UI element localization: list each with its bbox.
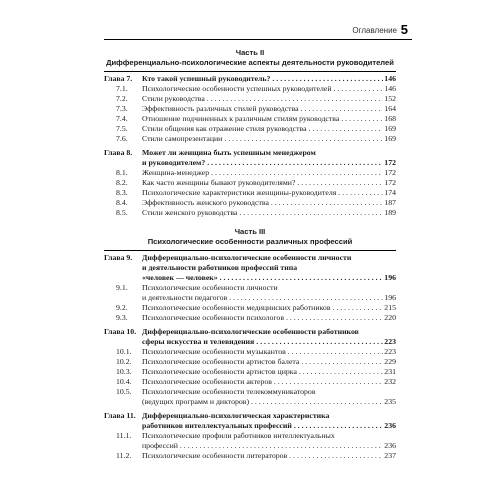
page-ref: 220 (384, 313, 396, 322)
chapter-title-continuation (104, 273, 396, 283)
page-ref: 215 (384, 303, 396, 312)
section-title-continuation (104, 441, 396, 451)
section-entry (104, 208, 396, 218)
section-number: 8.3. (116, 188, 128, 197)
chapter-title-line: и деятельности работников профессий типа (142, 263, 298, 272)
chapter-title-line: и руководителем? . . . (142, 158, 383, 168)
chapter-title-line: Дифференциально-психологические особенности работников (142, 327, 359, 336)
section-number: 7.5. (116, 124, 128, 133)
page-ref: 236 (384, 421, 396, 430)
section-title: Психологические особенности артистов цирка . . . (142, 367, 383, 377)
section-title: Психологические особенности психологов . . . (142, 313, 383, 323)
page-ref: 146 (384, 74, 396, 83)
section-entry (104, 357, 396, 367)
page-ref: 235 (384, 397, 396, 406)
chapter-title-line: Дифференциально-психологическая характеристика (142, 411, 330, 420)
section-entry (104, 134, 396, 144)
page-ref: 223 (384, 337, 396, 346)
chapter-title-continuation (104, 158, 396, 168)
section-entry (104, 178, 396, 188)
page-ref: 152 (384, 94, 396, 103)
chapter-label: Глава 7. (104, 74, 133, 83)
section-number: 7.2. (116, 94, 128, 103)
section-number: 8.4. (116, 198, 128, 207)
chapter-title-line: работников интеллектуальных профессий . . . (142, 421, 383, 431)
section-title: Психологические особенности медицинских работников . . . (142, 303, 383, 313)
page-ref: 237 (384, 451, 396, 460)
part-subtitle: Дифференциально-психологические аспекты деятельности руководителей (106, 58, 394, 67)
divider (104, 71, 396, 72)
section-title-line: профессий . . . (142, 441, 383, 451)
chapter-title-line: Может ли женщина быть успешным менеджером (142, 148, 316, 157)
section-title: Как часто женщины бывают руководителями? . . . (142, 178, 383, 188)
table-of-contents (104, 40, 396, 461)
section-entry (104, 94, 396, 104)
section-number: 10.2. (116, 357, 132, 366)
section-title-line: и деятельности педагогов . . . (142, 293, 383, 303)
section-title-line: (ведущих программ и дикторов) . . . (142, 397, 383, 407)
section-entry (104, 114, 396, 124)
page-ref: 189 (384, 208, 396, 217)
chapter-entry (104, 148, 396, 158)
section-entry (104, 387, 396, 397)
chapter-title-continuation (104, 263, 396, 273)
chapter-entry (104, 253, 396, 263)
section-entry (104, 303, 396, 313)
section-entry (104, 451, 396, 461)
section-number: 10.5. (116, 387, 132, 396)
page-ref: 236 (384, 441, 396, 450)
section-title: Эффективность женского руководства . . . (142, 198, 383, 208)
section-title: Стили общения как отражение стиля руководства . . . (142, 124, 383, 134)
section-number: 9.1. (116, 283, 128, 292)
section-title: Стили руководства . . . (142, 94, 383, 104)
section-entry (104, 84, 396, 94)
chapter-title: Кто такой успешный руководитель? . . . (142, 74, 383, 84)
section-number: 7.1. (116, 84, 128, 93)
chapter-entry (104, 327, 396, 337)
section-title: Психологические особенности успешных руководителей . . . (142, 84, 383, 94)
section-entry (104, 198, 396, 208)
chapter-label: Глава 11. (104, 411, 136, 420)
chapter-title-continuation (104, 421, 396, 431)
section-number: 10.1. (116, 347, 132, 356)
section-entry (104, 377, 396, 387)
section-title: Отношение подчиненных к различным стилям руководства . . . (142, 114, 383, 124)
section-number: 7.4. (116, 114, 128, 123)
page-ref: 172 (384, 178, 396, 187)
chapter-label: Глава 9. (104, 253, 133, 262)
page-ref: 231 (384, 367, 396, 376)
section-title: Психологические особенности актеров . . . (142, 377, 383, 387)
page-ref: 169 (384, 134, 396, 143)
page-ref: 169 (384, 124, 396, 133)
part-title: Часть III (234, 227, 266, 236)
section-entry (104, 347, 396, 357)
section-entry (104, 104, 396, 114)
chapter-title-line: «человек — человек» . . . (142, 273, 383, 283)
section-title-line: Психологические особенности телекоммуникаторов (142, 387, 316, 396)
section-title: Психологические характеристики женщины-руководителя . . . (142, 188, 383, 198)
running-title: Оглавление (352, 26, 397, 35)
section-entry (104, 431, 396, 441)
section-number: 11.1. (116, 431, 132, 440)
section-title-line: Психологические особенности личности (142, 283, 278, 292)
section-title: Эффективность различных стилей руководства . . . (142, 104, 383, 114)
section-entry (104, 188, 396, 198)
section-title: Женщина-менеджер . . . (142, 168, 383, 178)
page-ref: 174 (384, 188, 396, 197)
page-ref: 196 (384, 273, 396, 282)
page-ref: 196 (384, 293, 396, 302)
section-title-continuation (104, 397, 396, 407)
page-ref: 223 (384, 347, 396, 356)
page-ref: 229 (384, 357, 396, 366)
section-title: Стили женского руководства . . . (142, 208, 383, 218)
section-number: 11.2. (116, 451, 132, 460)
section-title-line: Психологические профили работников интеллектуальных (142, 431, 335, 440)
section-entry (104, 283, 396, 293)
section-entry (104, 124, 396, 134)
section-number: 8.5. (116, 208, 128, 217)
chapter-title-continuation (104, 337, 396, 347)
section-entry (104, 168, 396, 178)
section-number: 9.2. (116, 303, 128, 312)
divider (104, 250, 396, 251)
part-title: Часть II (235, 48, 265, 57)
page-ref: 187 (384, 198, 396, 207)
chapter-label: Глава 10. (104, 327, 137, 336)
section-number: 10.4. (116, 377, 132, 386)
section-number: 8.1. (116, 168, 128, 177)
section-title-continuation (104, 293, 396, 303)
chapter-title-line: сферы искусства и телевидения . . . (142, 337, 383, 347)
part-subtitle: Психологические особенности различных профессий (147, 237, 353, 246)
page-ref: 172 (384, 168, 396, 177)
section-entry (104, 367, 396, 377)
chapter-entry (104, 74, 396, 84)
section-title: Стили самопрезентации . . . (142, 134, 383, 144)
page-ref: 164 (384, 104, 396, 113)
page-ref: 146 (384, 84, 396, 93)
section-number: 9.3. (116, 313, 128, 322)
page-ref: 168 (384, 114, 396, 123)
section-entry (104, 313, 396, 323)
section-number: 7.6. (116, 134, 128, 143)
section-title: Психологические особенности литераторов . . . (142, 451, 383, 461)
section-number: 10.3. (116, 367, 132, 376)
page-ref: 232 (384, 377, 396, 386)
section-number: 8.2. (116, 178, 128, 187)
chapter-title-line: Дифференциально-психологические особенности личности (142, 253, 352, 262)
section-number: 7.3. (116, 104, 128, 113)
page-ref: 172 (384, 158, 396, 167)
chapter-entry (104, 411, 396, 421)
section-title: Психологические особенности артистов балета . . . (142, 357, 383, 367)
chapter-label: Глава 8. (104, 148, 133, 157)
section-title: Психологические особенности музыкантов . . . (142, 347, 383, 357)
page-number: 5 (400, 22, 408, 37)
